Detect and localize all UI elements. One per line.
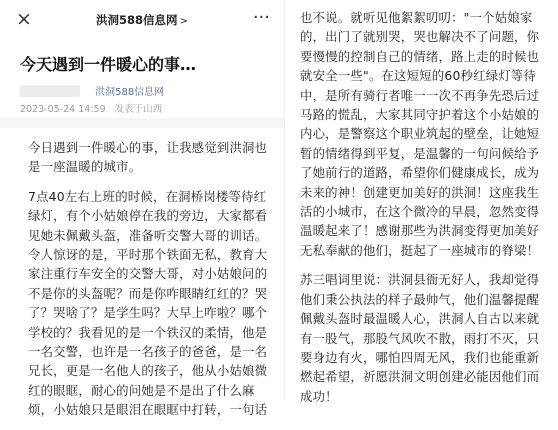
article-body-left [28,138,276,430]
author-avatar [20,85,80,97]
paragraph: 苏三唱词里说：洪洞县衙无好人，我却觉得他们秉公执法的样子最帅气，他们温馨提醒佩戴头盔时最温暖人心，洪洞人自古以来就有一股气，那股气风吹不散，雨打不灭，只要身边有火，哪怕四周无风，我们也能重新燃起希望，祈愿洪洞文明创建必能因他们而成功！ [300,272,540,404]
account-title-text: 洪洞588信息网 [96,13,178,27]
article-title: 今天遇到一件暖心的事… [20,55,197,74]
more-options-icon[interactable]: ··· [252,7,270,28]
paragraph: 7点40左右上班的时候，在洞桥岗楼等待红绿灯，有个小姑娘停在我的旁边，大家都看见她未佩戴头盔，准备听交警大哥的训话。令人惊讶的是，平时那个铁面无私，教育大家注重行车安全的交警大哥，对小姑娘问的不是你的头盔呢？而是你咋眼睛红红的？哭了？哭啥了？是学生吗？大早上咋啦？哪个学校的？我看见的是一个铁汉的柔情，他是一名交警，也许是一名孩子的爸爸，是一名兄长，更是一名他人的孩子，他从小姑娘微红的眼眶，耐心的问她是不是出了什么麻烦，小姑娘只是眼泪在眼眶中打转，一句话 [28,188,268,418]
account-title[interactable] [0,12,284,28]
section-divider [0,118,284,128]
author-link[interactable]: 洪洞588信息网 [95,87,165,98]
author-row [20,80,270,96]
paragraph: 今日遇到一件暖心的事，让我感觉到洪洞也是一座温暖的城市。 [28,140,268,175]
chevron-right-icon: > [179,16,188,27]
publish-location: 发表于山西 [114,104,163,115]
paragraph: 也不说。就听见他絮絮叨叨："一个姑娘家的，出门了就别哭，哭也解决不了问题，你要慢慢的控制自己的情绪，路上走的时候也就安全一些"。在这短短的60秒红绿灯等待中，是所有骑行者唯一一次不再争先恐后过马路的慌乱，大家其同守护着这个小姑娘的内心，是警察这个职业筑起的壁垒，让她短暂的情绪得到平复，是温馨的一句问候给予了她前行的道路，希望你们健康成长，成为未来的神！创建更加美好的洪洞！这座我生活的小城市，在这个微冷的早晨，忽然变得温暖起来了！感谢那些为洪洞变得更加美好无私奉献的他们，挺起了一座城市的脊梁！ [300,10,540,258]
top-bar [0,0,284,42]
publish-date: 2023-05-24 14:59 [20,104,106,115]
article-panel-left [0,0,285,418]
close-icon[interactable]: × [16,8,32,30]
article-body-right [300,8,544,416]
article-meta [20,101,162,115]
